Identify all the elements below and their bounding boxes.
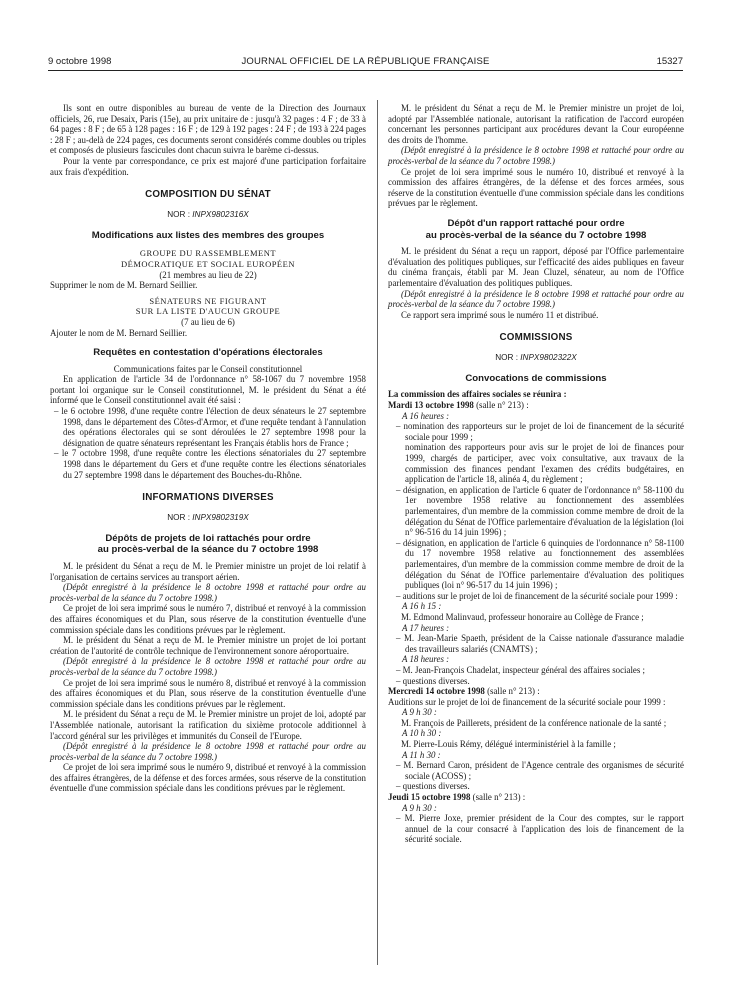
hearing-entry-8: – questions diverses.: [396, 781, 470, 792]
agenda-item-4: – auditions sur le projet de loi de financement de la sécurité sociale pour 1999 :: [396, 590, 678, 601]
meeting-time-4: A 18 heures :: [402, 654, 450, 665]
commission-intro: La commission des affaires sociales se réunira :: [388, 389, 567, 400]
depot-referral-2: Ce projet de loi sera imprimé sous le numéro 8, distribué et renvoyé à la commission des affaires économiques et du Plan, sous réserve de la constitution éventuelle d'une commission spéciale dans les conditions prévues par le règlement.: [50, 677, 366, 709]
subsection-title-convocations: Convocations de commissions: [465, 372, 607, 384]
rapport-note: (Dépôt enregistré à la présidence le 8 octobre 1998 et rattaché pour ordre au procès-verbal de la séance du 7 octobre 1998.): [388, 288, 684, 310]
group-count-2: (7 au lieu de 6): [181, 316, 235, 327]
nor-label: NOR :: [167, 210, 190, 220]
depot-referral-3: Ce projet de loi sera imprimé sous le numéro 9, distribué et renvoyé à la commission des affaires étrangères, de la défense et des forces armées, sous réserve de la constitution éventuelle d'une commission spéciale dans les conditions prévues par le règlement.: [50, 762, 366, 794]
hearing-entry-9: – M. Pierre Joxe, premier président de la Cour des comptes, sur le rapport annuel de la cour consacré à l'application des lois de financement de la sécurité sociale.: [396, 813, 684, 845]
depot-paragraph-4: M. le président du Sénat a reçu de M. le Premier ministre un projet de loi, adopté par l'Assemblée nationale, autorisant la ratification de l'accord européen concernant les personnes participant aux procédures devant la Cour européenne des droits de l'homme.: [388, 103, 684, 145]
intro-paragraph: Ils sont en outre disponibles au bureau de vente de la Direction des Journaux officiels, 26, rue Desaix, Paris (15e), au prix unitaire de : jusqu'à 32 pages : 4 F ; de 33 à 64 pages : 8 F ; de 65 à 128 pages : 16 F ; de 129 à 192 pages : 24 F ; de 193 à 224 pages : 28 F ; au-delà de 224 pages, ces documents seront considérés comme doubles ou triples et composés de plusieurs fascicules dont chacun suivra le barème ci-dessus.: [50, 103, 367, 156]
subsection-title-depots-2: au procès-verbal de la séance du 7 octobre 1998: [97, 544, 319, 556]
header-title: JOURNAL OFFICIEL DE LA RÉPUBLIQUE FRANÇAISE: [241, 56, 490, 67]
group-name-2: DÉMOCRATIQUE ET SOCIAL EUROPÉEN: [121, 258, 295, 269]
nor-code: INPX9802316X: [192, 210, 249, 220]
hearing-entry-3: – M. Jean-François Chadelat, inspecteur général des affaires sociales ;: [396, 664, 645, 675]
meeting-time-6: A 10 h 30 :: [402, 728, 442, 739]
depot-referral: Ce projet de loi sera imprimé sous le numéro 7, distribué et renvoyé à la commission des affaires économiques et du Plan, sous réserve de la constitution éventuelle d'une commission spéciale dans les conditions prévues par le règlement.: [50, 603, 366, 635]
meeting-intro: Auditions sur le projet de loi de financement de la sécurité sociale pour 1999 :: [388, 696, 666, 707]
header-date: 9 octobre 1998: [48, 56, 112, 67]
nor-label-3: NOR :: [495, 353, 518, 363]
agenda-item: – nomination des rapporteurs sur le projet de loi de financement de la sécurité sociale pour 1999 ;: [396, 421, 684, 442]
hearing-entry-7: – M. Bernard Caron, président de l'Agence centrale des organismes de sécurité sociale (ACOSS) ;: [396, 760, 684, 781]
subsection-title-rapport: Dépôt d'un rapport rattaché pour ordre: [447, 217, 625, 229]
hearing-entry-5: M. François de Paillerets, président de la conférence nationale de la santé ;: [401, 717, 667, 728]
meeting-room-2: (salle n° 213) :: [484, 686, 540, 697]
rapport-referral: Ce rapport sera imprimé sous le numéro 11 et distribué.: [401, 309, 599, 320]
meeting-time-8: A 9 h 30 :: [402, 802, 437, 813]
requetes-item-2: – le 7 octobre 1998, d'une requête contre les élections sénatoriales du 27 septembre 1998 dans le département du Gers et d'une requête contre les élections sénatoriales du 27 septembre 1998 dans le département des Bouches-du-Rhône.: [54, 448, 366, 480]
hearing-entry-4: – questions diverses.: [396, 675, 470, 686]
section-title-commissions: COMMISSIONS: [499, 332, 573, 344]
depot-referral-4: Ce projet de loi sera imprimé sous le numéro 10, distribué et renvoyé à la commission des affaires étrangères, de la défense et des forces armées, sous réserve de la constitution éventuelle d'une commission spéciale dans les conditions prévues par le règlement.: [388, 166, 684, 209]
meeting-time-3: A 17 heures :: [402, 622, 450, 633]
nor-reference-3: [388, 353, 684, 364]
column-divider: [377, 100, 378, 965]
rapport-paragraph: M. le président du Sénat a reçu un rapport, déposé par l'Office parlementaire d'évaluation des politiques publiques, sur l'efficacité des aides publiques en faveur du cinéma français, établi par M. Jean Cluzel, sénateur, au nom de l'Office parlementaire d'évaluation des politiques publiques.: [388, 246, 684, 288]
requetes-subtitle: Communications faites par le Conseil constitutionnel: [113, 363, 303, 374]
depot-paragraph-2: M. le président du Sénat a reçu de M. le Premier ministre un projet de loi portant création de l'autorité de contrôle technique de l'environnement sonore aéroportuaire.: [50, 635, 366, 656]
group-action: Supprimer le nom de M. Bernard Seillier.: [50, 280, 198, 291]
agenda-item-2: – désignation, en application de l'article 6 quater de l'ordonnance n° 58-1100 du 1er novembre 1958 relative au fonctionnement des assemblées parlementaires, d'un membre de la commission comme membre de droit de la délégation du Sénat de l'Office parlementaire d'évaluation de la législation (loi n° 96-516 du 14 juin 1996) ;: [396, 484, 684, 538]
hearing-entry: M. Edmond Malinvaud, professeur honoraire au Collège de France ;: [401, 611, 644, 622]
nor-reference: [50, 210, 366, 221]
subsection-title-depots: Dépôts de projets de loi rattachés pour ordre: [105, 532, 311, 544]
group-name: GROUPE DU RASSEMBLEMENT: [139, 248, 277, 259]
depot-note-2: (Dépôt enregistré à la présidence le 8 octobre 1998 et rattaché pour ordre au procès-verbal de la séance du 7 octobre 1998.): [50, 656, 366, 677]
hearing-entry-6: M. Pierre-Louis Rémy, délégué interministériel à la famille ;: [401, 739, 616, 750]
requetes-paragraph: En application de l'article 34 de l'ordonnance n° 58-1067 du 7 novembre 1958 portant loi organique sur le Conseil constitutionnel, M. le président du Sénat a été informé que le Conseil constitutionnel avait été saisi :: [50, 374, 366, 406]
meeting-day-3: [388, 792, 684, 803]
section-title-informations: INFORMATIONS DIVERSES: [142, 492, 274, 504]
subsection-title-rapport-2: au procès-verbal de la séance du 7 octobre 1998: [425, 229, 647, 241]
meeting-room: (salle n° 213) :: [473, 400, 529, 411]
header-page-number: 15327: [656, 56, 683, 67]
depot-paragraph-3: M. le président du Sénat a reçu de M. le Premier ministre un projet de loi, adopté par l'Assemblée nationale, autorisant la ratification du sixième protocole additionnel à l'accord général sur les privilèges et immunités du Conseil de l'Europe.: [50, 709, 366, 741]
hearing-entry-2: – M. Jean-Marie Spaeth, président de la Caisse nationale d'assurance maladie des travailleurs salariés (CNAMTS) ;: [396, 633, 684, 654]
nor-code-2: INPX9802319X: [192, 513, 249, 523]
depot-note: (Dépôt enregistré à la présidence le 8 octobre 1998 et rattaché pour ordre au procès-verbal de la séance du 7 octobre 1998.): [50, 582, 366, 603]
meeting-time-7: A 11 h 30 :: [402, 749, 441, 760]
left-column: [50, 103, 366, 794]
meeting-time-5: A 9 h 30 :: [402, 707, 437, 718]
agenda-item-continued: nomination des rapporteurs pour avis sur le projet de loi de finances pour 1999, chargés de participer, avec voix consultative, aux travaux de la commission des finances pendant l'examen des crédits budgétaires, en application de l'article 18, alinéa 4, du règlement ;: [405, 442, 684, 485]
meeting-room-3: (salle n° 213) :: [470, 792, 526, 803]
meeting-date: Mardi 13 octobre 1998: [388, 400, 474, 411]
group-name-4: SUR LA LISTE D'AUCUN GROUPE: [135, 306, 281, 317]
meeting-time-2: A 16 h 15 :: [402, 601, 442, 612]
section-title-composition: COMPOSITION DU SÉNAT: [145, 189, 271, 201]
nor-code-3: INPX9802322X: [520, 353, 577, 363]
subsection-title-requetes: Requêtes en contestation d'opérations électorales: [93, 347, 323, 359]
meeting-day-2: [388, 686, 684, 697]
group-name-3: SÉNATEURS NE FIGURANT: [149, 295, 267, 306]
group-count: (21 membres au lieu de 22): [159, 269, 257, 280]
meeting-date-3: Jeudi 15 octobre 1998: [388, 792, 471, 803]
depot-note-3: (Dépôt enregistré à la présidence le 8 octobre 1998 et rattaché pour ordre au procès-verbal de la séance du 7 octobre 1998.): [50, 741, 366, 762]
requetes-item: – le 6 octobre 1998, d'une requête contre l'élection de deux sénateurs le 27 septembre 1998, dans le département des Côtes-d'Armor, et d'une requête tendant à l'annulation des opérations électorales qui se sont déroulées le 27 septembre 1998 pour la désignation de quatre sénateurs représentant les Français établis hors de France ;: [54, 406, 366, 448]
group-action-2: Ajouter le nom de M. Bernard Seillier.: [50, 327, 188, 338]
depot-note-4: (Dépôt enregistré à la présidence le 8 octobre 1998 et rattaché pour ordre au procès-verbal de la séance du 7 octobre 1998.): [388, 145, 684, 166]
agenda-item-3: – désignation, en application de l'article 6 quinquies de l'ordonnance n° 58-1100 du 17 novembre 1958 relative au fonctionnement des assemblées parlementaires, d'un membre de la commission comme membre de droit de la délégation du Sénat de l'Office parlementaire d'évaluation des politiques publiques (loi n° 96-517 du 14 juin 1996) ;: [396, 537, 684, 591]
subsection-title-modifications: Modifications aux listes des membres des groupes: [91, 229, 325, 241]
nor-reference-2: [50, 513, 366, 524]
right-column: [388, 103, 684, 845]
intro-paragraph-2: Pour la vente par correspondance, ce prix est majoré d'une participation forfaitaire aux frais d'expédition.: [50, 155, 366, 177]
meeting-date-2: Mercredi 14 octobre 1998: [388, 686, 485, 697]
meeting-time: A 16 heures :: [402, 410, 450, 421]
depot-paragraph: M. le président du Sénat a reçu de M. le Premier ministre un projet de loi relatif à l'organisation de certains services au transport aérien.: [50, 561, 366, 582]
nor-label-2: NOR :: [167, 513, 190, 523]
header-rule: [48, 70, 683, 71]
meeting-day: [388, 400, 684, 411]
